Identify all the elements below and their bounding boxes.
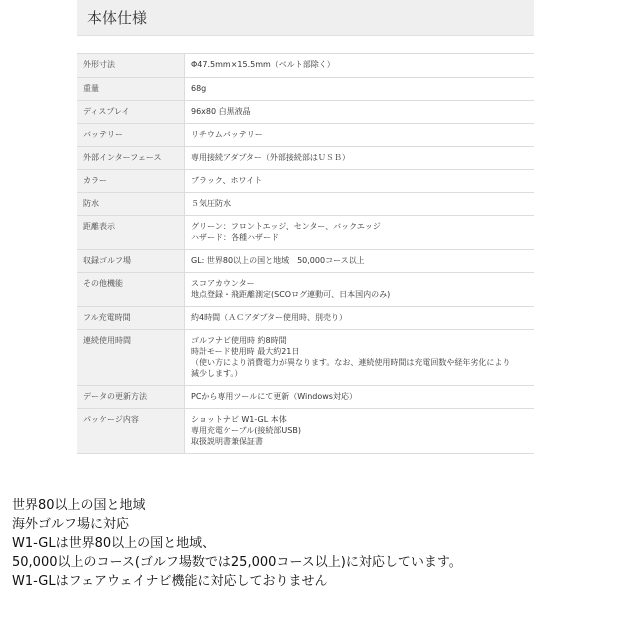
spec-value <box>185 273 535 307</box>
spec-value <box>185 101 535 124</box>
spec-value <box>185 147 535 170</box>
spec-title: 本体仕様 <box>87 9 148 27</box>
note-line: 50,000以上のコース(ゴルフ場数では25,000コース以上)に対応しています。 <box>12 555 462 570</box>
spec-table <box>77 53 534 454</box>
note-line: W1-GLは世界80以上の国と地域、 <box>12 536 216 551</box>
spec-value-line: 96x80 白黒液晶 <box>191 107 251 116</box>
spec-value <box>185 330 535 386</box>
spec-title-bar <box>77 0 534 36</box>
spec-label: 外形寸法 <box>77 54 185 78</box>
spec-label: フル充電時間 <box>77 307 185 330</box>
spec-label: バッテリー <box>77 124 185 147</box>
spec-row <box>77 250 534 273</box>
spec-row <box>77 170 534 193</box>
spec-row <box>77 330 534 386</box>
spec-value-line: PCから専用ツールにて更新（Windows対応） <box>191 392 357 401</box>
spec-value-line: 68g <box>191 84 207 93</box>
spec-row <box>77 124 534 147</box>
spec-value <box>185 170 535 193</box>
spec-label: 防水 <box>77 193 185 216</box>
spec-value-line: 専用接続アダプター（外部接続部はＵＳＢ） <box>191 153 350 162</box>
spec-label: 収録ゴルフ場 <box>77 250 185 273</box>
spec-value <box>185 216 535 250</box>
spec-value <box>185 386 535 409</box>
spec-row <box>77 273 534 307</box>
spec-value <box>185 78 535 101</box>
spec-value-line: 減少します。） <box>191 369 243 378</box>
spec-value-line: Φ47.5mm×15.5mm（ベルト部除く） <box>191 60 335 69</box>
spec-value <box>185 409 535 454</box>
spec-label: 距離表示 <box>77 216 185 250</box>
spec-row <box>77 78 534 101</box>
spec-label: 連続使用時間 <box>77 330 185 386</box>
spec-value-line: 約4時間（ＡＣアダプター使用時、別売り） <box>191 313 347 322</box>
spec-row <box>77 386 534 409</box>
spec-value-line: ５気圧防水 <box>191 199 231 208</box>
spec-value-line: グリーン：フロントエッジ、センター、バックエッジ <box>191 222 381 231</box>
spec-label: パッケージ内容 <box>77 409 185 454</box>
note-line: W1-GLはフェアウェイナビ機能に対応しておりません <box>12 574 328 589</box>
spec-row <box>77 54 534 78</box>
spec-row <box>77 193 534 216</box>
spec-value-line: 地点登録・飛距離測定(SCOログ連動可、日本国内のみ) <box>191 290 391 299</box>
spec-value-line: （使い方により消費電力が異なります。なお、連続使用時間は充電回数や経年劣化により <box>191 358 511 367</box>
spec-value-line: 専用充電ケーブル(接続部USB) <box>191 426 301 435</box>
spec-value-line: スコアカウンター <box>191 279 255 288</box>
note-line: 世界80以上の国と地域 <box>12 498 146 513</box>
spec-label: 重量 <box>77 78 185 101</box>
spec-value-line: ハザード：各種ハザード <box>191 233 279 242</box>
spec-value-line: 時計モード使用時 最大約21日 <box>191 347 300 356</box>
spec-table-body <box>77 54 534 454</box>
spec-label: データの更新方法 <box>77 386 185 409</box>
spec-sheet <box>77 0 534 454</box>
spec-value <box>185 307 535 330</box>
spec-label: 外部インターフェース <box>77 147 185 170</box>
spec-value-line: ブラック、ホワイト <box>191 176 263 185</box>
spec-label: カラー <box>77 170 185 193</box>
spec-value <box>185 250 535 273</box>
spec-value <box>185 124 535 147</box>
spec-value <box>185 54 535 78</box>
spec-value-line: リチウムバッテリー <box>191 130 263 139</box>
spec-label: ディスプレイ <box>77 101 185 124</box>
spec-row <box>77 216 534 250</box>
spec-value-line: GL: 世界80以上の国と地域 50,000コース以上 <box>191 256 365 265</box>
spec-row <box>77 101 534 124</box>
spec-row <box>77 147 534 170</box>
spec-value <box>185 193 535 216</box>
spacer <box>77 36 534 53</box>
spec-value-line: 取扱説明書兼保証書 <box>191 437 263 446</box>
spec-value-line: ショットナビ W1-GL 本体 <box>191 415 287 424</box>
spec-row <box>77 307 534 330</box>
spec-row <box>77 409 534 454</box>
feature-notes <box>12 496 632 591</box>
spec-value-line: ゴルフナビ使用時 約8時間 <box>191 336 287 345</box>
spec-label: その他機能 <box>77 273 185 307</box>
note-line: 海外ゴルフ場に対応 <box>12 517 130 532</box>
